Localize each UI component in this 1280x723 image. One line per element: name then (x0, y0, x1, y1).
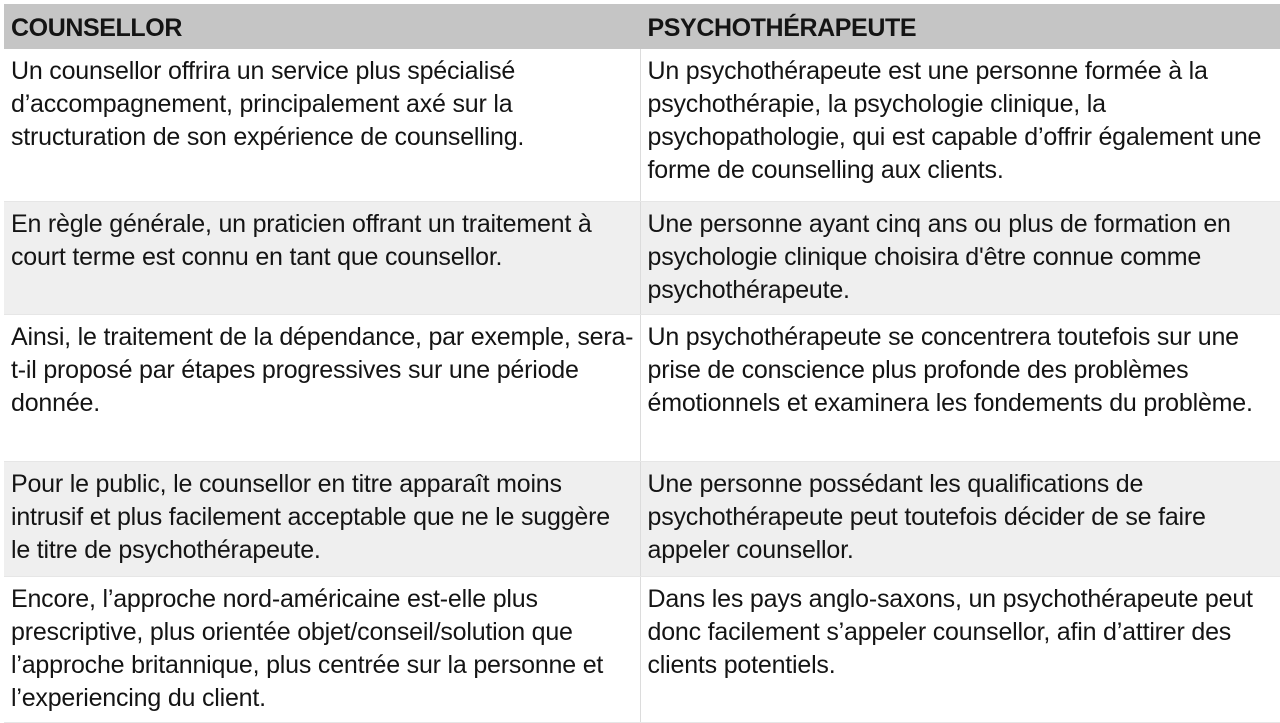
cell-psychotherapeute: Dans les pays anglo-saxons, un psychothérapeute peut donc facilement s’appeler counsellor, afin d’attirer des clients potentiels. (640, 576, 1280, 722)
table-header-row (4, 4, 1280, 49)
cell-psychotherapeute: Une personne possédant les qualifications de psychothérapeute peut toutefois décider de se faire appeler counsellor. (640, 461, 1280, 576)
cell-counsellor: Pour le public, le counsellor en titre apparaît moins intrusif et plus facilement acceptable que ne le suggère le titre de psychothérapeute. (4, 461, 640, 576)
cell-psychotherapeute: Une personne ayant cinq ans ou plus de formation en psychologie clinique choisira d'être connue comme psychothérapeute. (640, 201, 1280, 314)
table-row (4, 201, 1280, 314)
cell-counsellor: Un counsellor offrira un service plus spécialisé d’accompagnement, principalement axé sur la structuration de son expérience de counselling. (4, 49, 640, 201)
cell-psychotherapeute: Un psychothérapeute se concentrera toutefois sur une prise de conscience plus profonde des problèmes émotionnels et examinera les fondements du problème. (640, 314, 1280, 461)
cell-counsellor: En règle générale, un praticien offrant un traitement à court terme est connu en tant que counsellor. (4, 201, 640, 314)
comparison-table (4, 4, 1280, 723)
cell-psychotherapeute: Un psychothérapeute est une personne formée à la psychothérapie, la psychologie clinique, la psychopathologie, qui est capable d’offrir également une forme de counselling aux clients. (640, 49, 1280, 201)
table-row (4, 576, 1280, 722)
table-row (4, 314, 1280, 461)
column-header-counsellor: COUNSELLOR (4, 4, 640, 49)
table-row (4, 461, 1280, 576)
cell-counsellor: Ainsi, le traitement de la dépendance, par exemple, sera-t-il proposé par étapes progressives sur une période donnée. (4, 314, 640, 461)
column-header-psychotherapeute: PSYCHOTHÉRAPEUTE (640, 4, 1280, 49)
table-row (4, 49, 1280, 201)
cell-counsellor: Encore, l’approche nord-américaine est-elle plus prescriptive, plus orientée objet/conseil/solution que l’approche britannique, plus centrée sur la personne et l’experiencing du client. (4, 576, 640, 722)
